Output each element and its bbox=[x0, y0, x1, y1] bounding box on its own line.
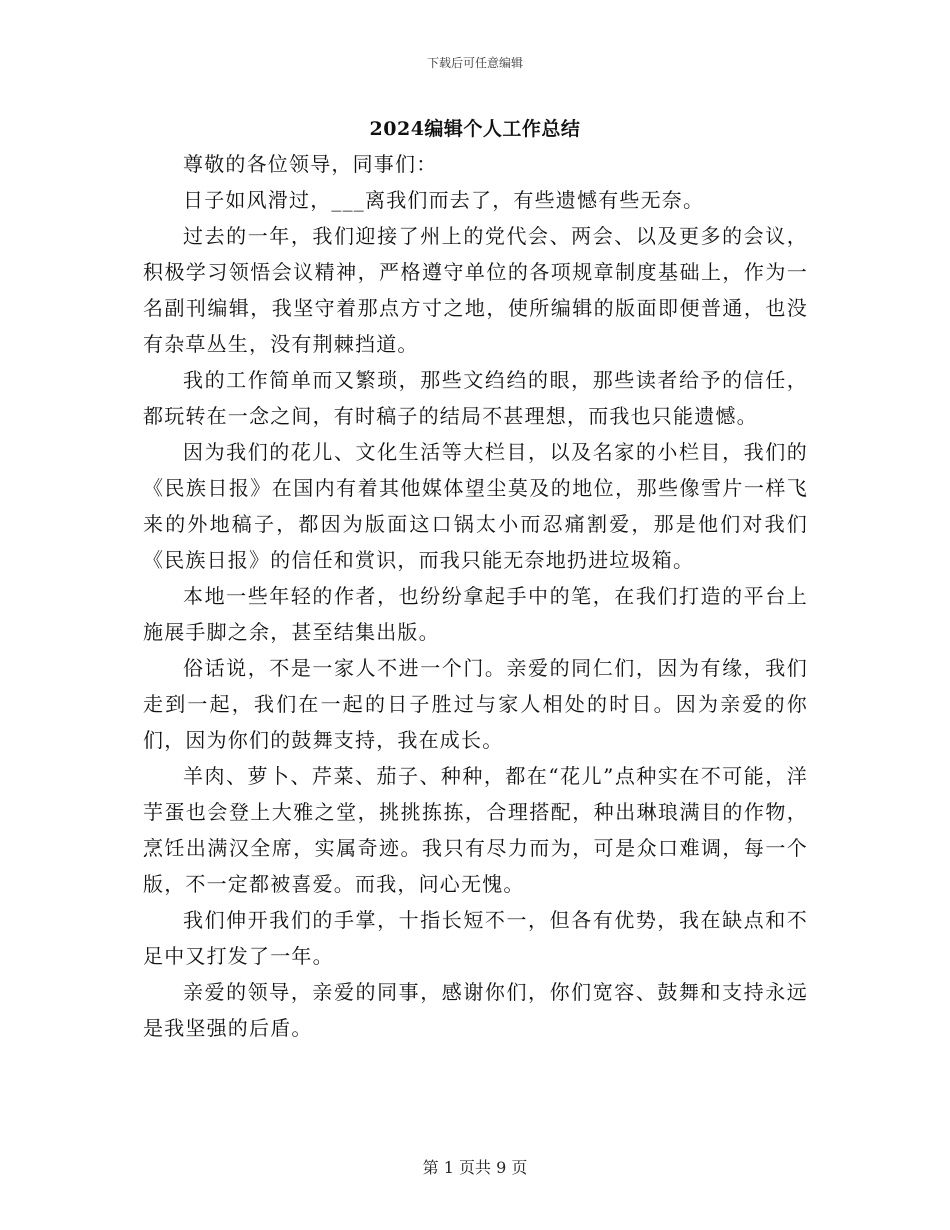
document-title: 2024编辑个人工作总结 bbox=[369, 118, 581, 140]
paragraph: 我们伸开我们的手掌，十指长短不一，但各有优势，我在缺点和不足中又打发了一年。 bbox=[143, 908, 808, 968]
paragraph: 过去的一年，我们迎接了州上的党代会、两会、以及更多的会议，积极学习领悟会议精神，严格遵守单位的各项规章制度基础上，作为一名副刊编辑，我坚守着那点方寸之地，使所编辑的版面即便普通，也没有杂草丛生，没有荆棘挡道。 bbox=[143, 224, 808, 356]
paragraph: 羊肉、萝卜、芹菜、茄子、种种，都在“花儿”点种实在不可能，洋芋蛋也会登上大雅之堂，挑挑拣拣，合理搭配，种出琳琅满目的作物，烹饪出满汉全席，实属奇迹。我只有尽力而为，可是众口难调，每一个版，不一定都被喜爱。而我，问心无愧。 bbox=[143, 764, 808, 896]
paragraph: 亲爱的领导，亲爱的同事，感谢你们，你们宽容、鼓舞和支持永远是我坚强的后盾。 bbox=[143, 980, 808, 1040]
header-note: 下载后可任意编辑 bbox=[426, 56, 523, 70]
paragraph: 日子如风滑过，___离我们而去了，有些遗憾有些无奈。 bbox=[183, 188, 705, 212]
paragraph: 本地一些年轻的作者，也纷纷拿起手中的笔，在我们打造的平台上施展手脚之余，甚至结集出版。 bbox=[143, 584, 808, 644]
paragraph: 俗话说，不是一家人不进一个门。亲爱的同仁们，因为有缘，我们走到一起，我们在一起的日子胜过与家人相处的时日。因为亲爱的你们，因为你们的鼓舞支持，我在成长。 bbox=[143, 656, 808, 752]
paragraph: 我的工作简单而又繁琐，那些文绉绉的眼，那些读者给予的信任，都玩转在一念之间，有时稿子的结局不甚理想，而我也只能遗憾。 bbox=[143, 368, 808, 428]
paragraph-salutation: 尊敬的各位领导，同事们： bbox=[183, 152, 438, 176]
page-indicator: 第 1 页共 9 页 bbox=[422, 1158, 528, 1177]
paragraph: 因为我们的花儿、文化生活等大栏目，以及名家的小栏目，我们的《民族日报》在国内有着其他媒体望尘莫及的地位，那些像雪片一样飞来的外地稿子，都因为版面这口锅太小而忍痛割爱，那是他们对我们《民族日报》的信任和赏识，而我只能无奈地扔进垃圾箱。 bbox=[143, 440, 808, 572]
document-body bbox=[143, 146, 808, 1046]
